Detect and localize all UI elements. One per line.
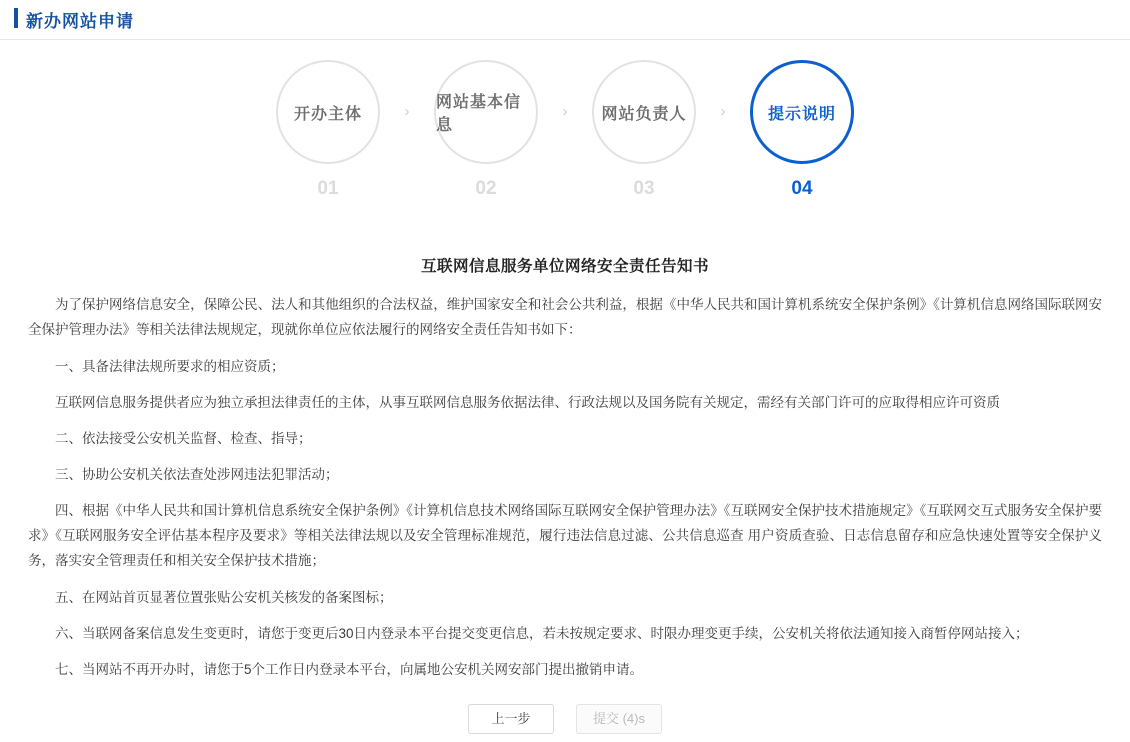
- previous-step-button[interactable]: 上一步: [468, 704, 554, 734]
- step-circle-3: [592, 60, 696, 164]
- step-number-1: 01: [317, 178, 339, 199]
- step-number-3: 03: [633, 178, 655, 199]
- step-circle-1: [276, 60, 380, 164]
- step-circle-2: [434, 60, 538, 164]
- notice-paragraph: 四、根据《中华人民共和国计算机信息系统安全保护条例》《计算机信息技术网络国际互联网安全保护管理办法》《互联网安全保护技术措施规定》《互联网交互式服务安全保护要求》《互联网服务安全评估基本程序及要求》等相关法律法规以及安全管理标准规范，履行违法信息过滤、公共信息巡查 用户资质查验、日志信息留存和应急快速处置等安全保护义务，落实安全管理责任和相关安全保护技术措施；: [28, 503, 1102, 568]
- step-number-4: 04: [791, 178, 813, 199]
- notice-paragraph: 为了保护网络信息安全，保障公民、法人和其他组织的合法权益，维护国家安全和社会公共利益，根据《中华人民共和国计算机系统安全保护条例》《计算机信息网络国际联网安全保护管理办法》等相关法律法规规定，现就你单位应依法履行的网络安全责任告知书如下：: [28, 297, 1102, 337]
- notice-paragraph: 一、具备法律法规所要求的相应资质；: [55, 359, 285, 374]
- header-accent-bar: [14, 8, 18, 28]
- step-item-4[interactable]: [742, 60, 862, 200]
- step-separator-3: ›: [720, 103, 726, 120]
- submit-button[interactable]: 提交 (4)s: [576, 704, 662, 734]
- page-header: [0, 0, 1130, 40]
- step-item-3[interactable]: [584, 60, 704, 200]
- step-label-1: 开办主体: [293, 105, 362, 123]
- notice-content: [0, 254, 1130, 734]
- step-label-3: 网站负责人: [601, 105, 687, 123]
- progress-stepper: [0, 40, 1130, 220]
- notice-paragraph: 五、在网站首页显著位置张贴公安机关核发的备案图标；: [55, 590, 393, 605]
- page-title: 新办网站申请: [26, 12, 134, 31]
- step-separator-2: ›: [562, 103, 568, 120]
- step-item-2[interactable]: [426, 60, 546, 200]
- notice-paragraph: 六、当联网备案信息发生变更时，请您于变更后30日内登录本平台提交变更信息，若未按规定要求、时限办理变更手续，公安机关将依法通知接入商暂停网站接入；: [55, 626, 1029, 641]
- notice-title: 互联网信息服务单位网络安全责任告知书: [420, 258, 709, 275]
- notice-paragraph: 互联网信息服务提供者应为独立承担法律责任的主体，从事互联网信息服务依据法律、行政法规以及国务院有关规定，需经有关部门许可的应取得相应许可资质: [55, 395, 1000, 410]
- notice-paragraph: 三、协助公安机关依法查处涉网违法犯罪活动；: [55, 467, 339, 482]
- step-item-1[interactable]: [268, 60, 388, 200]
- notice-paragraph: 二、依法接受公安机关监督、检查、指导；: [55, 431, 312, 446]
- form-footer: [28, 704, 1102, 734]
- step-number-2: 02: [475, 178, 497, 199]
- step-circle-4: [750, 60, 854, 164]
- notice-paragraph: 七、当网站不再开办时，请您于5个工作日内登录本平台，向属地公安机关网安部门提出撤销申请。: [55, 662, 644, 677]
- step-label-4: 提示说明: [767, 105, 836, 123]
- step-separator-1: ›: [404, 103, 410, 120]
- step-label-2: 网站基本信息: [436, 94, 522, 134]
